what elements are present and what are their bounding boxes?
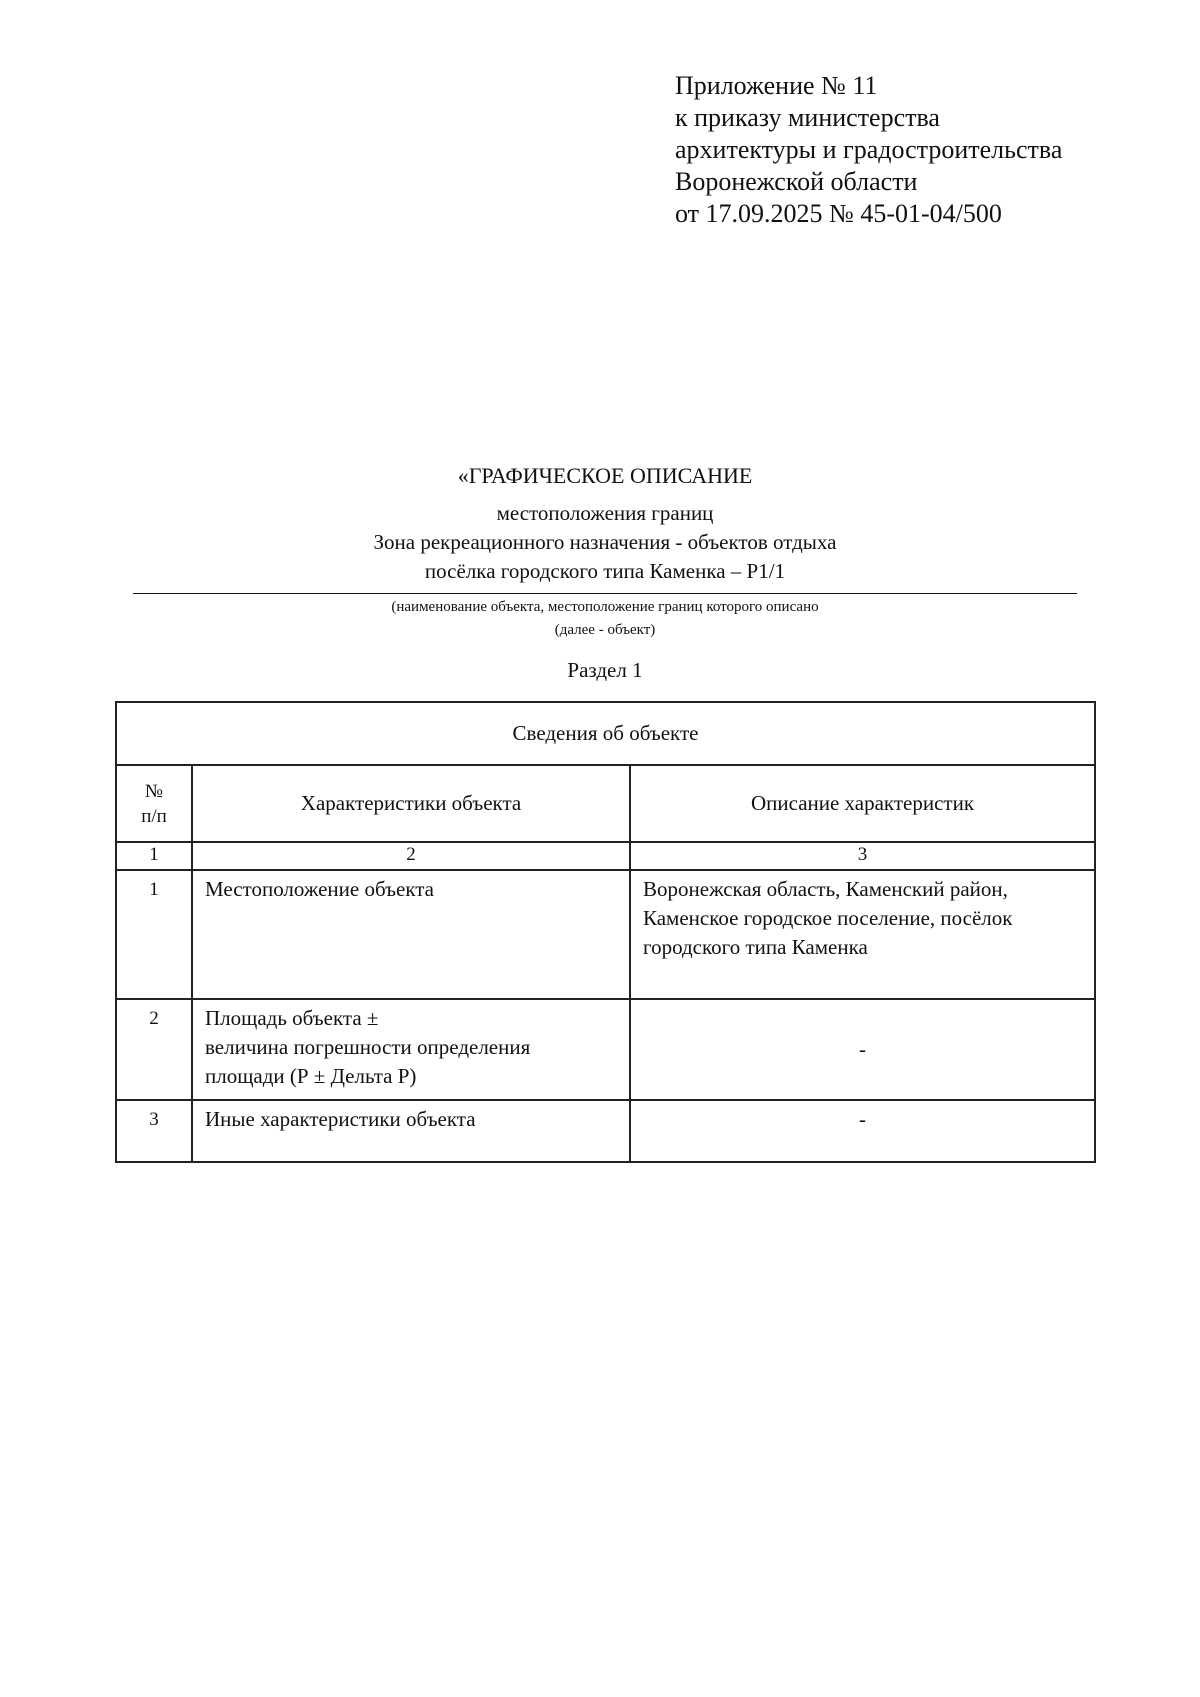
- appendix-line-1: Приложение № 11: [675, 71, 878, 100]
- appendix-block: [675, 70, 1062, 230]
- row-characteristic: Местоположение объекта: [192, 870, 630, 999]
- column-number-2: 2: [192, 842, 630, 870]
- table-caption-row: [116, 702, 1095, 765]
- appendix-line-3: архитектуры и градостроительства: [675, 135, 1063, 164]
- subtitle-line-3: посёлка городского типа Каменка – Р1/1: [424, 559, 786, 583]
- row-characteristic: Иные характеристики объекта: [192, 1100, 630, 1162]
- subtitle-line-2: Зона рекреационного назначения - объектов отдыха: [373, 530, 837, 554]
- object-info-table: [115, 701, 1096, 1163]
- underline-divider: [133, 593, 1077, 594]
- appendix-line-5: от 17.09.2025 № 45-01-04/500: [675, 199, 1002, 228]
- characteristic-line: площади (Р ± Дельта Р): [205, 1064, 417, 1088]
- column-number-row: [116, 842, 1095, 870]
- table-header-row: [116, 765, 1095, 842]
- row-number: 3: [116, 1100, 192, 1162]
- description-line: Каменское городское поселение, посёлок: [643, 906, 1013, 930]
- object-caption-line-2: (далее - объект): [554, 622, 656, 638]
- row-number: 2: [116, 999, 192, 1100]
- characteristic-line: Площадь объекта ±: [205, 1006, 379, 1030]
- document-title: «ГРАФИЧЕСКОЕ ОПИСАНИЕ: [457, 463, 753, 488]
- object-caption-line-1: (наименование объекта, местоположение границ которого описано: [391, 599, 819, 615]
- table-caption: Сведения об объекте: [116, 702, 1095, 765]
- row-characteristic: [192, 999, 630, 1100]
- description-line: городского типа Каменка: [643, 935, 868, 959]
- characteristic-line: величина погрешности определения: [205, 1035, 531, 1059]
- row-description: -: [630, 999, 1095, 1100]
- title-block: [133, 462, 1077, 684]
- header-characteristics: Характеристики объекта: [192, 765, 630, 842]
- appendix-line-2: к приказу министерства: [675, 103, 940, 132]
- header-number: [116, 765, 192, 842]
- header-number-line-2: п/п: [141, 805, 167, 827]
- column-number-3: 3: [630, 842, 1095, 870]
- appendix-line-4: Воронежской области: [675, 167, 918, 196]
- header-number-line-1: №: [144, 780, 164, 802]
- header-description: Описание характеристик: [630, 765, 1095, 842]
- row-description: -: [630, 1100, 1095, 1162]
- description-line: Воронежская область, Каменский район,: [643, 877, 1008, 901]
- section-title: Раздел 1: [567, 658, 643, 682]
- row-number: 1: [116, 870, 192, 999]
- row-description: [630, 870, 1095, 999]
- table-row: [116, 1100, 1095, 1162]
- table-row: [116, 999, 1095, 1100]
- subtitle-line-1: местоположения границ: [496, 501, 714, 525]
- column-number-1: 1: [116, 842, 192, 870]
- table-row: [116, 870, 1095, 999]
